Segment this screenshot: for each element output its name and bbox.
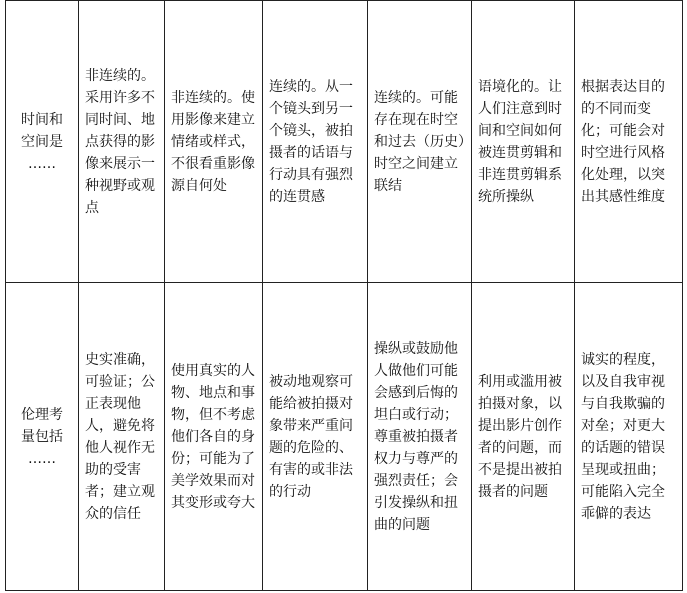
table-row-time-space [6, 1, 683, 283]
cell-text: 利用或滥用被拍摄对象，以提出影片创作者的问题，而不是提出被拍摄者的问题 [478, 373, 562, 500]
row-header-line: 时间和 [21, 111, 63, 128]
table-row-ethics [6, 283, 683, 591]
table-cell [575, 283, 683, 591]
table-cell [368, 1, 472, 283]
cell-text: 语境化的。让人们注意到时间和空间如何被连贯剪辑和非连贯剪辑系统所操纵 [478, 78, 562, 205]
table-cell [79, 283, 165, 591]
row-header-line: 量包括 [21, 428, 63, 445]
table-cell [472, 1, 575, 283]
row-header-line: …… [28, 155, 56, 172]
table-cell [79, 1, 165, 283]
row-header-line: 伦理考 [21, 406, 63, 423]
cell-text: 使用真实的人物、地点和事物，但不考虑他们各自的身份；可能为了美学效果而对其变形或夸大 [171, 362, 255, 511]
cell-text: 操纵或鼓励他人做他们可能会感到后悔的坦白或行动；尊重被拍摄者权力与尊严的强烈责任；会引发操纵和扭曲的问题 [374, 340, 458, 533]
row-header-time-space [6, 1, 79, 283]
cell-text: 被动地观察可能给被拍摄对象带来严重问题的危险的、有害的或非法的行动 [269, 373, 353, 500]
cell-text: 史实准确，可验证；公正表现他人，避免将他人视作无助的受害者；建立观众的信任 [85, 351, 155, 522]
cell-text: 诚实的程度，以及自我审视与自我欺骗的对垒；对更大的话题的错误呈现或扭曲；可能陷入完全乖僻的表达 [581, 351, 665, 522]
table-cell [263, 1, 368, 283]
row-header-line: 空间是 [21, 133, 63, 150]
comparison-table [5, 0, 683, 591]
cell-text: 连续的。可能存在现在时空和过去（历史）时空之间建立联结 [374, 89, 465, 194]
table-cell [368, 283, 472, 591]
table-cell [165, 283, 263, 591]
cell-text: 连续的。从一个镜头到另一个镜头，被拍摄者的话语与行动具有强烈的连贯感 [269, 78, 353, 205]
table-cell [575, 1, 683, 283]
table-cell [472, 283, 575, 591]
cell-text: 根据表达目的的不同而变化；可能会对时空进行风格化处理，以突出其感性维度 [581, 78, 665, 205]
cell-text: 非连续的。采用许多不同时间、地点获得的影像来展示一种视野或观点 [85, 67, 155, 216]
cell-text: 非连续的。使用影像来建立情绪或样式，不很看重影像源自何处 [171, 89, 255, 194]
table-cell [263, 283, 368, 591]
row-header-ethics [6, 283, 79, 591]
row-header-line: …… [28, 450, 56, 467]
table-cell [165, 1, 263, 283]
